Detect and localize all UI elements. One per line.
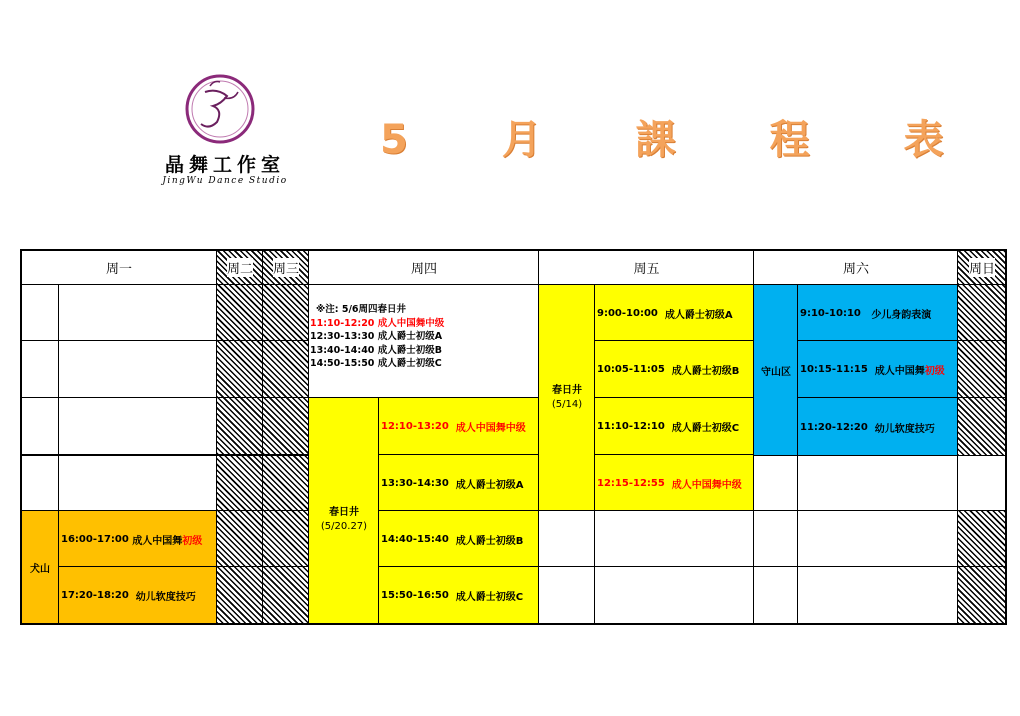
thursday-class-4: 15:50-16:50 成人爵士初级C [379,567,539,624]
thursday-class-1: 12:10-13:20 成人中国舞中级 [379,398,539,455]
thursday-class-2: 13:30-14:30 成人爵士初级A [379,455,539,511]
friday-class-2: 10:05-11:05 成人爵士初级B [595,341,754,398]
header-sunday: 周日 [958,250,1006,285]
note-header: ※注: 5/6周四春日井 [316,304,407,315]
page-title: 5 月 課 程 表 [380,117,984,163]
location-moriyama: 守山区 [754,285,798,456]
note-line-3: 13:40-14:40 成人爵士初级B [310,344,442,356]
studio-logo [150,72,300,192]
note-line-4: 14:50-15:50 成人爵士初级C [310,358,442,369]
location-kasugai-thursday: 春日井 (5/20.27) [309,398,379,624]
friday-class-4: 12:15-12:55 成人中国舞中级 [595,455,754,511]
dancer-logo-icon [150,72,300,152]
friday-class-1: 9:00-10:00 成人爵士初级A [595,285,754,341]
saturday-class-3: 11:20-12:20 幼儿软度技巧 [798,398,958,456]
location-kasugai-friday: 春日井 (5/14) [539,285,595,511]
sunday-closed-morning [958,285,1006,456]
studio-subtitle: JingWu Dance Studio [162,176,288,186]
location-quanshan: 犬山 [21,511,59,624]
header-tuesday: 周二 [217,250,263,285]
friday-class-3: 11:10-12:10 成人爵士初级C [595,398,754,455]
header-monday: 周一 [105,262,132,277]
header-wednesday: 周三 [263,250,309,285]
header-saturday: 周六 [842,262,869,277]
sunday-closed-evening [958,511,1006,624]
thursday-note [309,285,539,398]
studio-name: 晶舞工作室 [164,154,285,176]
header-friday: 周五 [633,262,660,277]
header-thursday: 周四 [410,262,437,277]
saturday-class-2: 10:15-11:15 成人中国舞 初级 [798,341,958,398]
monday-class-1: 16:00-17:00 成人中国舞 初级 [59,511,217,567]
monday-class-2: 17:20-18:20 幼儿软度技巧 [59,567,217,624]
thursday-class-3: 14:40-15:40 成人爵士初级B [379,511,539,567]
saturday-class-1: 9:10-10:10 少儿身韵表演 [798,285,958,341]
note-line-1: 11:10-12:20 成人中国舞中级 [310,317,445,329]
note-line-2: 12:30-13:30 成人爵士初级A [310,331,443,342]
